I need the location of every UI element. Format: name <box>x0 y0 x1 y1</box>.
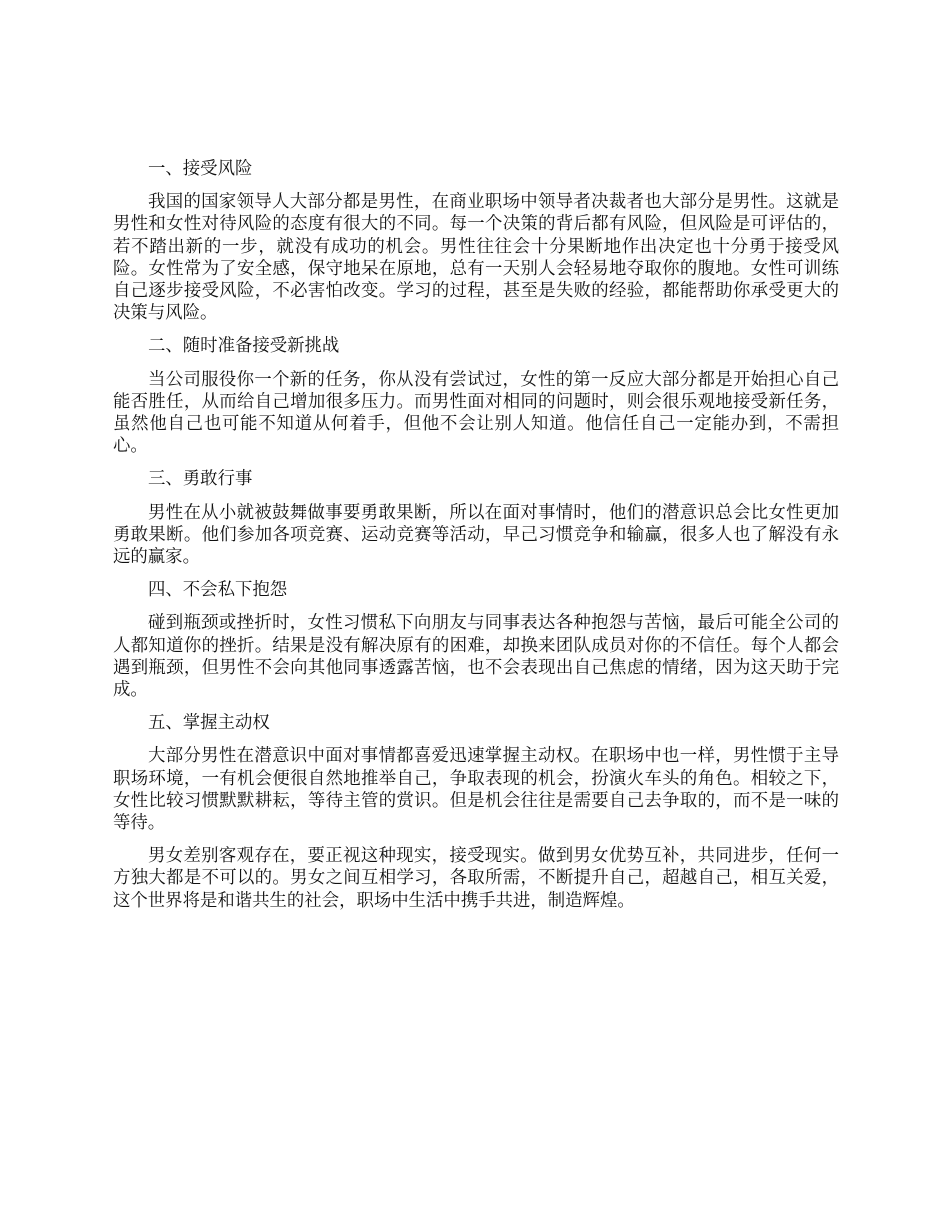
section-3-paragraph: 男性在从小就被鼓舞做事要勇敢果断，所以在面对事情时，他们的潜意识总会比女性更加勇敢果断。他们参加各项竞赛、运动竞赛等活动，早己习惯竞争和输赢，很多人也了解没有永远的赢家。 <box>113 502 839 568</box>
section-5-paragraph: 大部分男性在潜意识中面对事情都喜爱迅速掌握主动权。在职场中也一样，男性惯于主导职场环境，一有机会便很自然地推举自己，争取表现的机会，扮演火车头的角色。相较之下，女性比较习惯默默耕耘，等待主管的赏识。但是机会往往是需要自己去争取的，而不是一味的等待。 <box>113 746 839 834</box>
conclusion-paragraph: 男女差别客观存在，要正视这种现实，接受现实。做到男女优势互补，共同进步，任何一方独大都是不可以的。男女之间互相学习，各取所需，不断提升自己，超越自己，相互关爱，这个世界将是和谐共生的社会，职场中生活中携手共进，制造辉煌。 <box>113 846 839 911</box>
section-2-heading: 二、随时准备接受新挑战 <box>148 336 340 357</box>
section-4-paragraph: 碰到瓶颈或挫折时，女性习惯私下向朋友与同事表达各种抱怨与苦恼，最后可能全公司的人都知道你的挫折。结果是没有解决原有的困难，却换来团队成员对你的不信任。每个人都会遇到瓶颈，但男性不会向其他同事透露苦恼，也不会表现出自己焦虑的情绪，因为这天助于完成。 <box>113 613 839 701</box>
section-1-paragraph: 我国的国家领导人大部分都是男性，在商业职场中领导者决裁者也大部分是男性。这就是男性和女性对待风险的态度有很大的不同。每一个决策的背后都有风险，但风险是可评估的，若不踏出新的一步，就没有成功的机会。男性往往会十分果断地作出决定也十分勇于接受风险。女性常为了安全感，保守地呆在原地，总有一天别人会轻易地夺取你的腹地。女性可训练自己逐步接受风险，不必害怕改变。学习的过程，甚至是失败的经验，都能帮助你承受更大的决策与风险。 <box>113 192 839 324</box>
section-3-heading: 三、勇敢行事 <box>148 469 253 490</box>
section-5-heading: 五、掌握主动权 <box>148 713 270 734</box>
section-1-heading: 一、接受风险 <box>148 159 253 179</box>
document-page <box>113 158 839 923</box>
section-4-heading: 四、不会私下抱怨 <box>148 580 288 601</box>
section-2-paragraph: 当公司服役你一个新的任务，你从没有尝试过，女性的第一反应大部分都是开始担心自己能否胜任，从而给自己增加很多压力。而男性面对相同的问题时，则会很乐观地接受新任务，虽然他自己也可能不知道从何着手，但他不会让别人知道。他信任自己一定能办到，不需担心。 <box>113 369 839 457</box>
